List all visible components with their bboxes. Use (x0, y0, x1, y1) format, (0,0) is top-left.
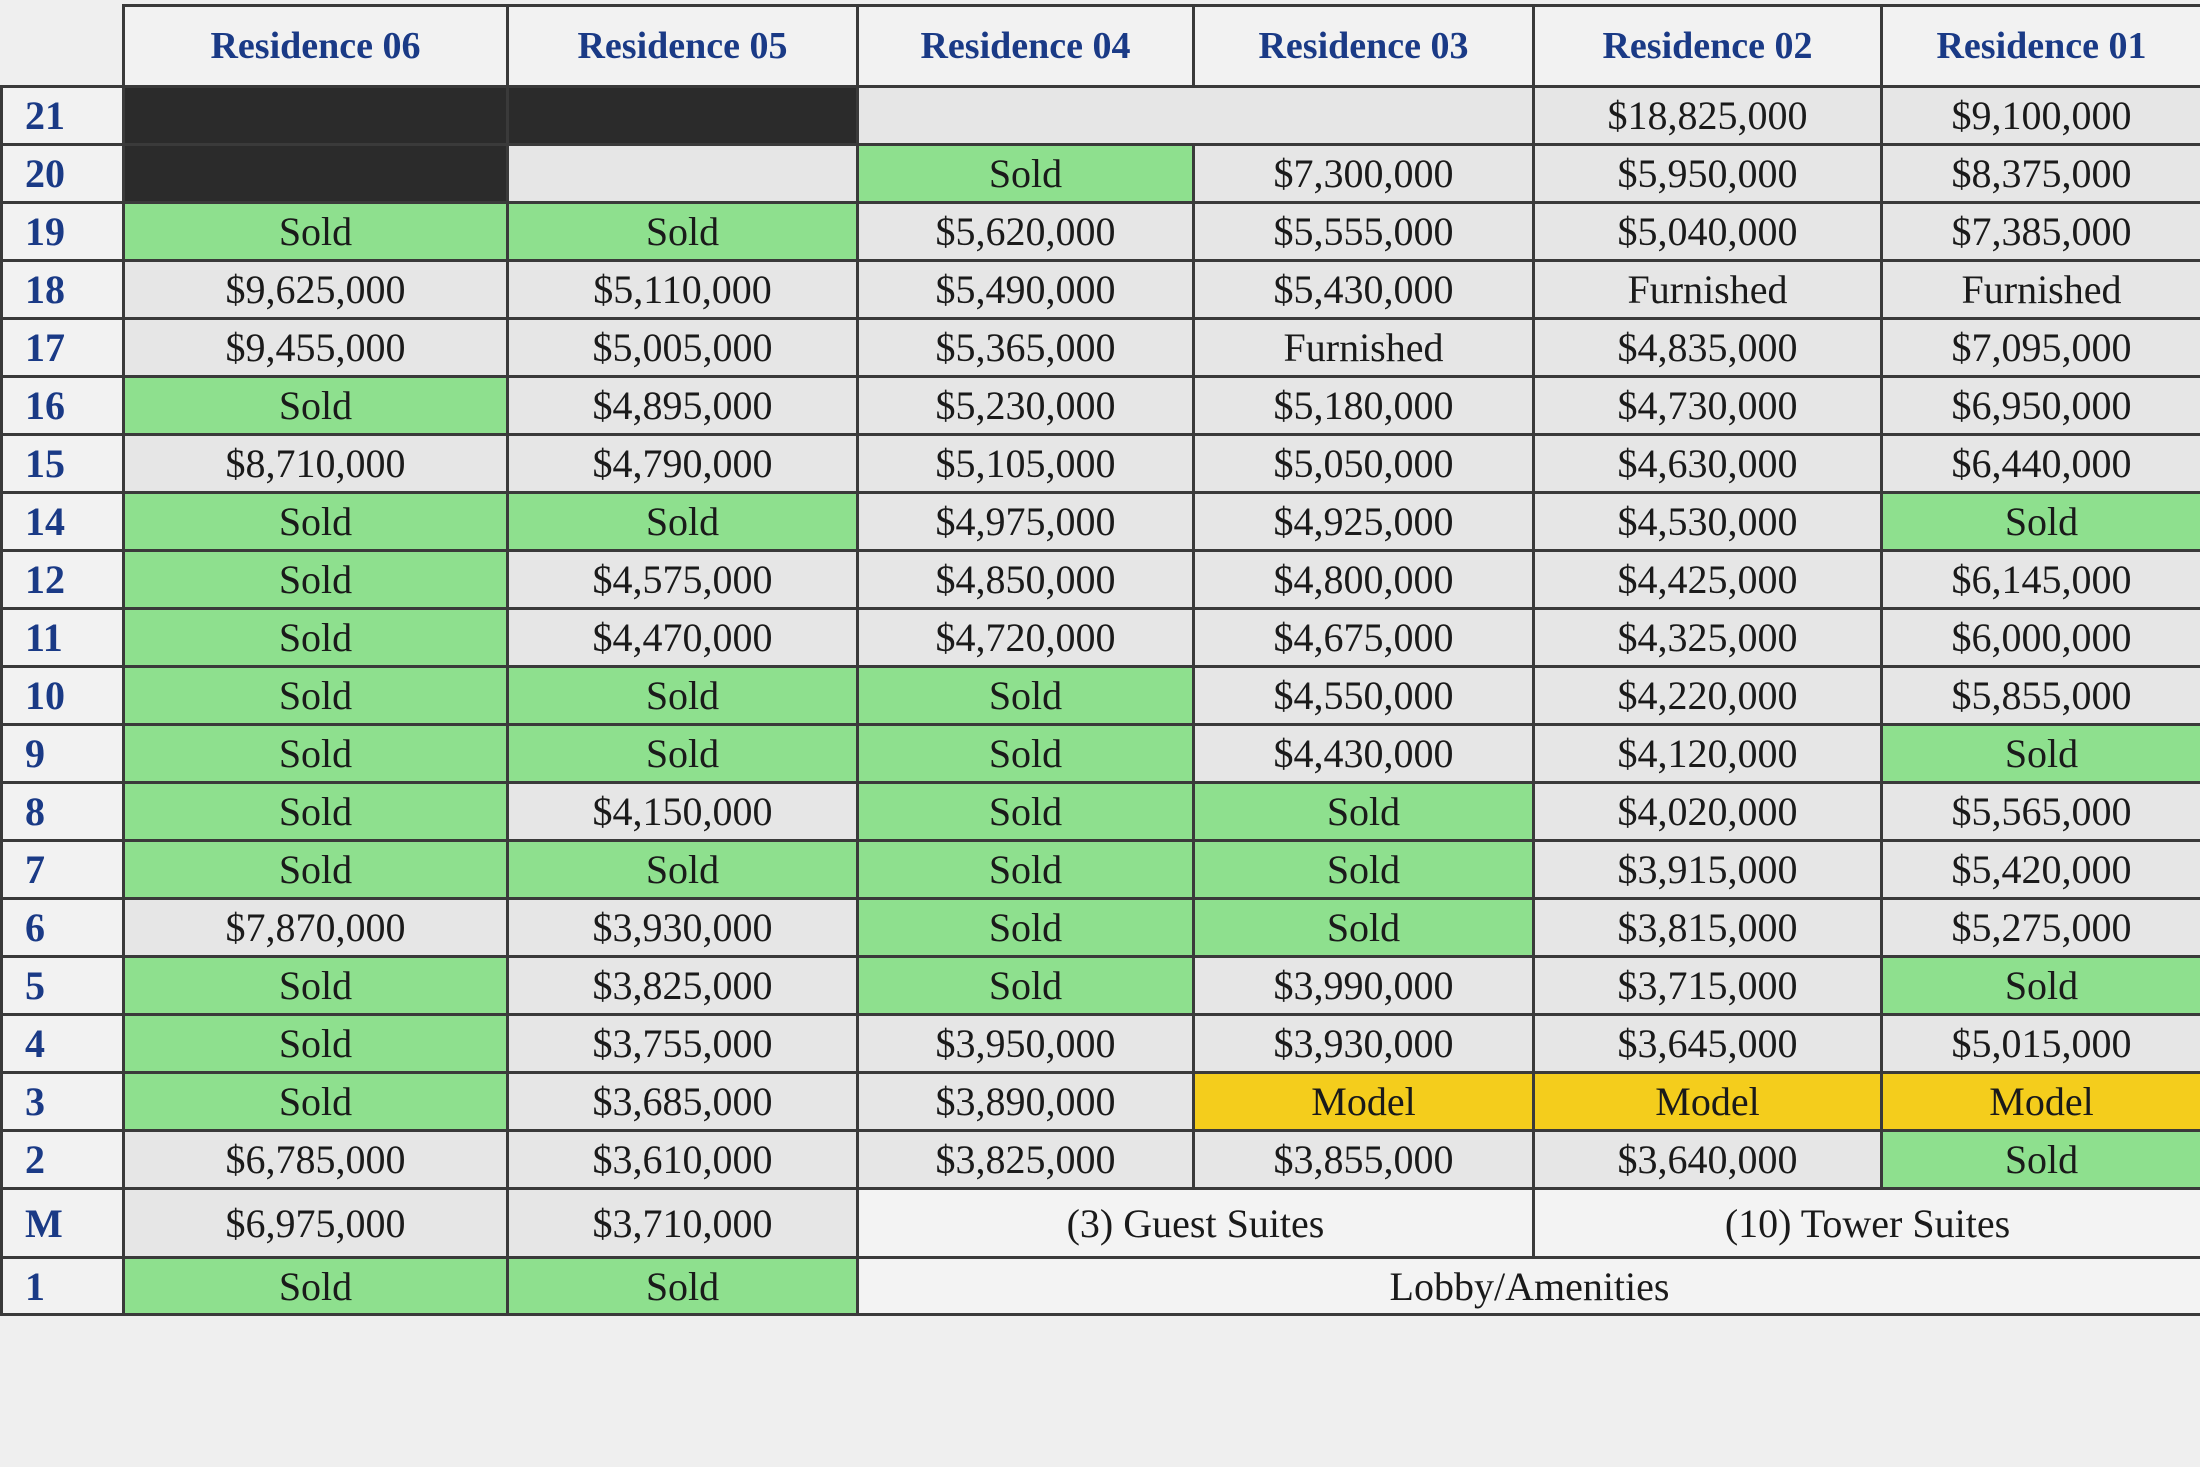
price-cell: $7,095,000 (1882, 319, 2200, 377)
price-cell: $5,110,000 (508, 261, 858, 319)
price-cell: $4,895,000 (508, 377, 858, 435)
price-cell: $3,645,000 (1534, 1015, 1882, 1073)
price-cell: $6,440,000 (1882, 435, 2200, 493)
sold-cell: Sold (1882, 1131, 2200, 1189)
price-cell: $4,430,000 (1194, 725, 1534, 783)
sold-cell: Sold (508, 1258, 858, 1315)
price-cell: $4,730,000 (1534, 377, 1882, 435)
price-cell: $7,870,000 (124, 899, 508, 957)
price-cell: $5,430,000 (1194, 261, 1534, 319)
floor-label: 7 (2, 841, 124, 899)
floor-label: 1 (2, 1258, 124, 1315)
floor-label: 2 (2, 1131, 124, 1189)
price-cell: $5,855,000 (1882, 667, 2200, 725)
price-cell: $5,005,000 (508, 319, 858, 377)
empty-cell (858, 87, 1534, 145)
price-cell: $3,915,000 (1534, 841, 1882, 899)
sold-cell: Sold (508, 725, 858, 783)
sold-cell: Sold (124, 1073, 508, 1131)
price-cell: $9,625,000 (124, 261, 508, 319)
price-cell: $6,145,000 (1882, 551, 2200, 609)
price-cell: $5,015,000 (1882, 1015, 2200, 1073)
price-cell: $3,755,000 (508, 1015, 858, 1073)
price-cell: $3,855,000 (1194, 1131, 1534, 1189)
table-row (2, 1015, 2200, 1073)
price-cell: $4,675,000 (1194, 609, 1534, 667)
table-row (2, 261, 2200, 319)
corner-cell (2, 6, 124, 87)
price-cell: $4,220,000 (1534, 667, 1882, 725)
price-cell: $5,420,000 (1882, 841, 2200, 899)
price-cell: $3,930,000 (1194, 1015, 1534, 1073)
price-cell: $6,975,000 (124, 1189, 508, 1258)
sold-cell: Sold (508, 841, 858, 899)
sold-cell: Sold (124, 203, 508, 261)
floor-label: 12 (2, 551, 124, 609)
price-cell: $4,975,000 (858, 493, 1194, 551)
price-cell: $6,785,000 (124, 1131, 508, 1189)
column-header-residence-03: Residence 03 (1194, 6, 1534, 87)
floor-label: 14 (2, 493, 124, 551)
price-cell: $5,180,000 (1194, 377, 1534, 435)
column-header-residence-04: Residence 04 (858, 6, 1194, 87)
floor-label: 3 (2, 1073, 124, 1131)
sold-cell: Sold (124, 609, 508, 667)
price-cell: $5,105,000 (858, 435, 1194, 493)
unavailable-cell (508, 87, 858, 145)
residence-price-table (0, 4, 2200, 1316)
floor-label: 16 (2, 377, 124, 435)
unavailable-cell (124, 145, 508, 203)
table-row (2, 435, 2200, 493)
floor-label: 15 (2, 435, 124, 493)
model-cell: Model (1194, 1073, 1534, 1131)
table-row (2, 203, 2200, 261)
price-cell: $7,300,000 (1194, 145, 1534, 203)
table-row (2, 1073, 2200, 1131)
suites-label-cell: (10) Tower Suites (1534, 1189, 2200, 1258)
furnished-cell: Furnished (1882, 261, 2200, 319)
price-cell: $5,490,000 (858, 261, 1194, 319)
sold-cell: Sold (124, 1015, 508, 1073)
price-cell: $3,990,000 (1194, 957, 1534, 1015)
price-cell: $5,050,000 (1194, 435, 1534, 493)
table-row (2, 609, 2200, 667)
price-cell: $4,470,000 (508, 609, 858, 667)
table-row (2, 957, 2200, 1015)
table-row (2, 725, 2200, 783)
price-cell: $4,020,000 (1534, 783, 1882, 841)
sold-cell: Sold (508, 203, 858, 261)
sold-cell: Sold (858, 957, 1194, 1015)
price-cell: $18,825,000 (1534, 87, 1882, 145)
column-header-residence-02: Residence 02 (1534, 6, 1882, 87)
price-cell: $4,325,000 (1534, 609, 1882, 667)
price-cell: $4,850,000 (858, 551, 1194, 609)
price-cell: $4,790,000 (508, 435, 858, 493)
price-cell: $3,710,000 (508, 1189, 858, 1258)
sold-cell: Sold (1882, 493, 2200, 551)
price-cell: $3,890,000 (858, 1073, 1194, 1131)
price-cell: $3,950,000 (858, 1015, 1194, 1073)
model-cell: Model (1534, 1073, 1882, 1131)
price-cell: $8,710,000 (124, 435, 508, 493)
floor-label: 19 (2, 203, 124, 261)
table-row (2, 1258, 2200, 1315)
price-cell: $4,530,000 (1534, 493, 1882, 551)
price-cell: $4,150,000 (508, 783, 858, 841)
floor-label: 20 (2, 145, 124, 203)
price-cell: $8,375,000 (1882, 145, 2200, 203)
price-cell: $4,550,000 (1194, 667, 1534, 725)
furnished-cell: Furnished (1194, 319, 1534, 377)
price-cell: $3,825,000 (858, 1131, 1194, 1189)
price-cell: $5,950,000 (1534, 145, 1882, 203)
floor-label: 21 (2, 87, 124, 145)
sold-cell: Sold (124, 493, 508, 551)
floor-label: 10 (2, 667, 124, 725)
sold-cell: Sold (1194, 899, 1534, 957)
price-cell: $5,230,000 (858, 377, 1194, 435)
price-cell: $6,950,000 (1882, 377, 2200, 435)
price-cell: $5,365,000 (858, 319, 1194, 377)
floor-label: M (2, 1189, 124, 1258)
sold-cell: Sold (1882, 957, 2200, 1015)
price-cell: $5,565,000 (1882, 783, 2200, 841)
price-cell: $5,555,000 (1194, 203, 1534, 261)
price-cell: $3,825,000 (508, 957, 858, 1015)
price-cell: $4,835,000 (1534, 319, 1882, 377)
sold-cell: Sold (124, 957, 508, 1015)
floor-label: 11 (2, 609, 124, 667)
table-row (2, 377, 2200, 435)
table-row (2, 667, 2200, 725)
sold-cell: Sold (858, 725, 1194, 783)
floor-label: 8 (2, 783, 124, 841)
price-cell: $3,685,000 (508, 1073, 858, 1131)
sold-cell: Sold (1882, 725, 2200, 783)
price-cell: $3,640,000 (1534, 1131, 1882, 1189)
price-cell: $3,815,000 (1534, 899, 1882, 957)
price-cell: $5,040,000 (1534, 203, 1882, 261)
price-cell: $4,425,000 (1534, 551, 1882, 609)
price-cell: $4,575,000 (508, 551, 858, 609)
table-row (2, 551, 2200, 609)
sold-cell: Sold (508, 493, 858, 551)
sold-cell: Sold (124, 783, 508, 841)
price-cell: $5,275,000 (1882, 899, 2200, 957)
table-row (2, 1131, 2200, 1189)
header-row (2, 6, 2200, 87)
price-cell: $4,925,000 (1194, 493, 1534, 551)
floor-label: 5 (2, 957, 124, 1015)
price-cell: $4,720,000 (858, 609, 1194, 667)
sold-cell: Sold (1194, 783, 1534, 841)
price-cell: $9,455,000 (124, 319, 508, 377)
suites-label-cell: (3) Guest Suites (858, 1189, 1534, 1258)
sold-cell: Sold (858, 899, 1194, 957)
table-row (2, 87, 2200, 145)
sold-cell: Sold (124, 667, 508, 725)
price-cell: $3,930,000 (508, 899, 858, 957)
sold-cell: Sold (124, 377, 508, 435)
sold-cell: Sold (508, 667, 858, 725)
sold-cell: Sold (858, 667, 1194, 725)
table-row (2, 493, 2200, 551)
price-cell: $5,620,000 (858, 203, 1194, 261)
table-row (2, 783, 2200, 841)
price-cell: $6,000,000 (1882, 609, 2200, 667)
sold-cell: Sold (1194, 841, 1534, 899)
price-cell: $9,100,000 (1882, 87, 2200, 145)
sold-cell: Sold (124, 551, 508, 609)
table-row (2, 1189, 2200, 1258)
lobby-amenities-cell: Lobby/Amenities (858, 1258, 2200, 1315)
price-cell: $4,800,000 (1194, 551, 1534, 609)
furnished-cell: Furnished (1534, 261, 1882, 319)
unavailable-cell (124, 87, 508, 145)
sold-cell: Sold (124, 725, 508, 783)
sold-cell: Sold (858, 841, 1194, 899)
table-body (2, 87, 2200, 1315)
floor-label: 18 (2, 261, 124, 319)
sold-cell: Sold (124, 841, 508, 899)
table-row (2, 319, 2200, 377)
price-cell: $3,715,000 (1534, 957, 1882, 1015)
column-header-residence-05: Residence 05 (508, 6, 858, 87)
column-header-residence-01: Residence 01 (1882, 6, 2200, 87)
empty-cell (508, 145, 858, 203)
floor-label: 17 (2, 319, 124, 377)
floor-label: 4 (2, 1015, 124, 1073)
price-cell: $4,630,000 (1534, 435, 1882, 493)
floor-label: 6 (2, 899, 124, 957)
sold-cell: Sold (858, 145, 1194, 203)
price-cell: $4,120,000 (1534, 725, 1882, 783)
column-header-residence-06: Residence 06 (124, 6, 508, 87)
sold-cell: Sold (858, 783, 1194, 841)
table-row (2, 899, 2200, 957)
sold-cell: Sold (124, 1258, 508, 1315)
floor-label: 9 (2, 725, 124, 783)
price-cell: $7,385,000 (1882, 203, 2200, 261)
model-cell: Model (1882, 1073, 2200, 1131)
price-cell: $3,610,000 (508, 1131, 858, 1189)
table-row (2, 841, 2200, 899)
table-row (2, 145, 2200, 203)
